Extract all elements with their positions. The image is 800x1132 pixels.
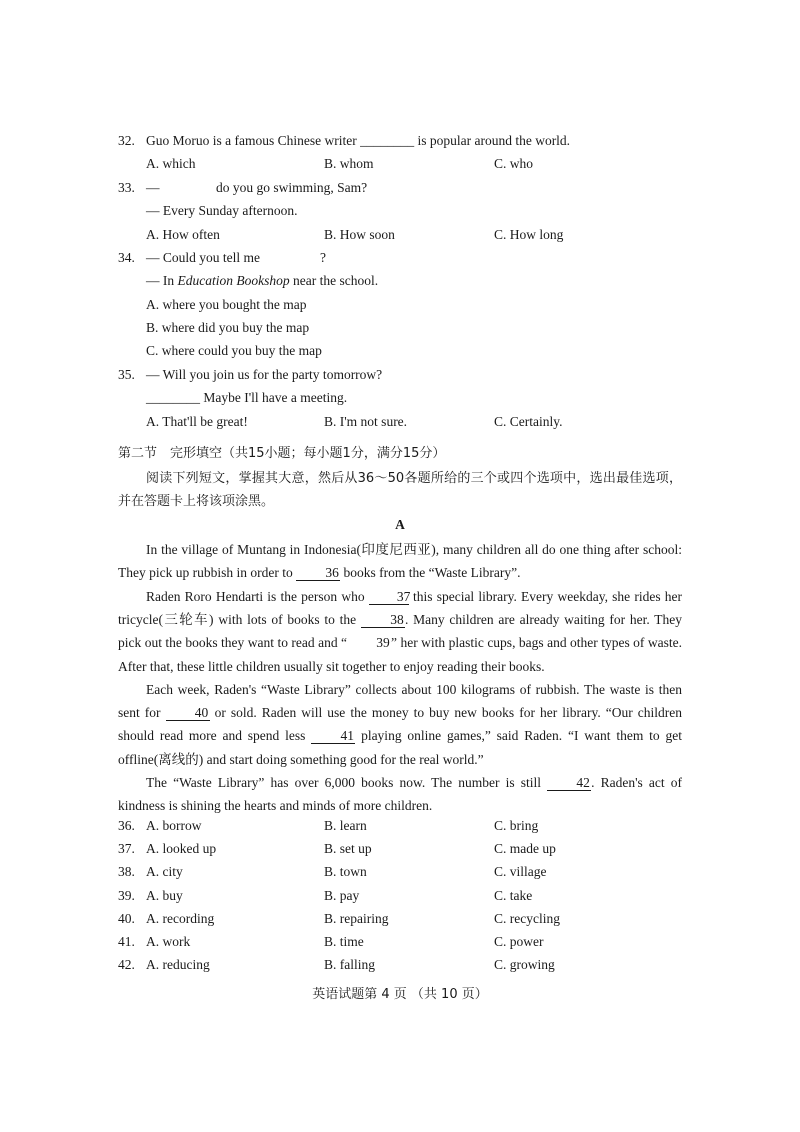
passage-text: ” her with plastic cups, bags and other types of waste. After that, these little children usually sit together to enjoy reading their books. [118, 635, 682, 674]
option-number: 38. [118, 864, 135, 879]
option-a: A. How often [146, 227, 220, 242]
option-b: B. time [324, 934, 364, 949]
option-b: B. I'm not sure. [324, 414, 408, 429]
option-number: 40. [118, 911, 135, 926]
blank-39: 39 [376, 635, 390, 651]
question-number: 33. [118, 180, 135, 195]
option-a: A. borrow [146, 818, 202, 833]
blank-42: 42 [547, 775, 591, 791]
option-b: B. where did you buy the map [146, 320, 310, 335]
dialog-line: — [146, 180, 160, 195]
section-instructions: 阅读下列短文，掌握其大意，然后从36～50各题所给的三个或四个选项中，选出最佳选项，并在答题卡上将该项涂黑。 [118, 471, 682, 509]
option-a: A. which [146, 156, 196, 171]
option-number: 39. [118, 888, 135, 903]
option-c: C. where could you buy the map [146, 343, 322, 358]
passage-text: . Many children are already waiting for her. They pick out the books they want to read and “ [118, 612, 682, 651]
option-number: 41. [118, 934, 135, 949]
dialog-line: — Will you join us for the party tomorrow? [146, 367, 383, 382]
blank-36: 36 [296, 565, 340, 581]
passage-text: The “Waste Library” has over 6,000 books now. The number is still [146, 775, 548, 790]
dialog-line [146, 272, 378, 290]
option-number: 42. [118, 957, 135, 972]
dialog-text: near the school. [289, 273, 379, 288]
blank-40: 40 [166, 705, 210, 721]
book-title: Education Bookshop [177, 273, 290, 288]
blank-41: 41 [311, 728, 355, 744]
option-b: B. whom [324, 156, 374, 171]
option-b: B. learn [324, 818, 367, 833]
blank-38: 38 [361, 612, 405, 628]
passage-text: Raden Roro Hendarti is the person who [146, 589, 369, 604]
option-c: C. Certainly. [494, 414, 563, 429]
dialog-line: — Could you tell me [146, 250, 260, 265]
option-c: C. How long [494, 227, 564, 242]
option-c: C. power [494, 934, 544, 949]
option-c: C. recycling [494, 911, 560, 926]
question-stem [146, 132, 570, 150]
option-a: A. buy [146, 888, 183, 903]
option-a: A. looked up [146, 841, 217, 856]
option-b: B. set up [324, 841, 372, 856]
stem-text: is popular around the world. [417, 133, 571, 148]
passage-text: playing online games,” said Raden. “I want them to get offline(离线的) and start doing something good for the real world.” [118, 728, 683, 767]
option-number: 37. [118, 841, 135, 856]
passage-text: In the village of Muntang in Indonesia(印度尼西亚), many children all do one thing after school: They pick up rubbish in order to [118, 542, 682, 581]
passage-text: books from the “Waste Library”. [340, 565, 521, 581]
option-c: C. who [494, 156, 534, 171]
page-footer: 英语试题第 4 页 （共 10 页） [312, 987, 488, 1002]
passage-paragraph-3 [118, 678, 682, 771]
dialog-line: — Every Sunday afternoon. [146, 203, 298, 218]
option-a: A. where you bought the map [146, 297, 307, 312]
answer-blank: ________ [146, 390, 200, 405]
option-a: A. reducing [146, 957, 210, 972]
option-c: C. take [494, 888, 533, 903]
passage-paragraph-4 [118, 771, 682, 817]
dialog-text: — In [146, 273, 178, 288]
option-a: A. work [146, 934, 191, 949]
option-a: A. recording [146, 911, 215, 926]
stem-text: Guo Moruo is a famous Chinese writer [146, 133, 357, 148]
section-heading: 第二节 完形填空（共15小题；每小题1分，满分15分） [118, 446, 446, 461]
passage-paragraph-2 [118, 585, 682, 678]
option-b: B. repairing [324, 911, 389, 926]
option-c: C. bring [494, 818, 539, 833]
question-number: 32. [118, 133, 135, 148]
dialog-line: do you go swimming, Sam? [216, 180, 368, 195]
option-b: B. falling [324, 957, 375, 972]
question-number: 35. [118, 367, 135, 382]
option-c: C. village [494, 864, 547, 879]
blank-37: 37 [369, 589, 409, 605]
option-b: B. How soon [324, 227, 395, 242]
option-a: A. That'll be great! [146, 414, 248, 429]
answer-blank: ________ [360, 133, 415, 148]
option-c: C. made up [494, 841, 556, 856]
passage-text: . Raden's act of kindness is shining the hearts and minds of more children. [118, 775, 682, 814]
dialog-text: Maybe I'll have a meeting. [203, 390, 348, 405]
passage-label: A [395, 517, 405, 532]
passage-text: or sold. Raden will use the money to buy new books for her library. “Our children should read more and spend less [118, 705, 682, 744]
passage-text: Each week, Raden's “Waste Library” collects about 100 kilograms of rubbish. The waste is then sent for [118, 682, 682, 721]
option-b: B. pay [324, 888, 360, 903]
passage-paragraph-1 [118, 538, 682, 584]
option-c: C. growing [494, 957, 555, 972]
dialog-line [146, 389, 347, 407]
option-number: 36. [118, 818, 135, 833]
option-a: A. city [146, 864, 183, 879]
passage-text: this special library. Every weekday, she rides her tricycle(三轮车) with lots of books to the [118, 589, 682, 628]
option-b: B. town [324, 864, 367, 879]
question-number: 34. [118, 250, 135, 265]
dialog-line: ? [320, 250, 326, 265]
